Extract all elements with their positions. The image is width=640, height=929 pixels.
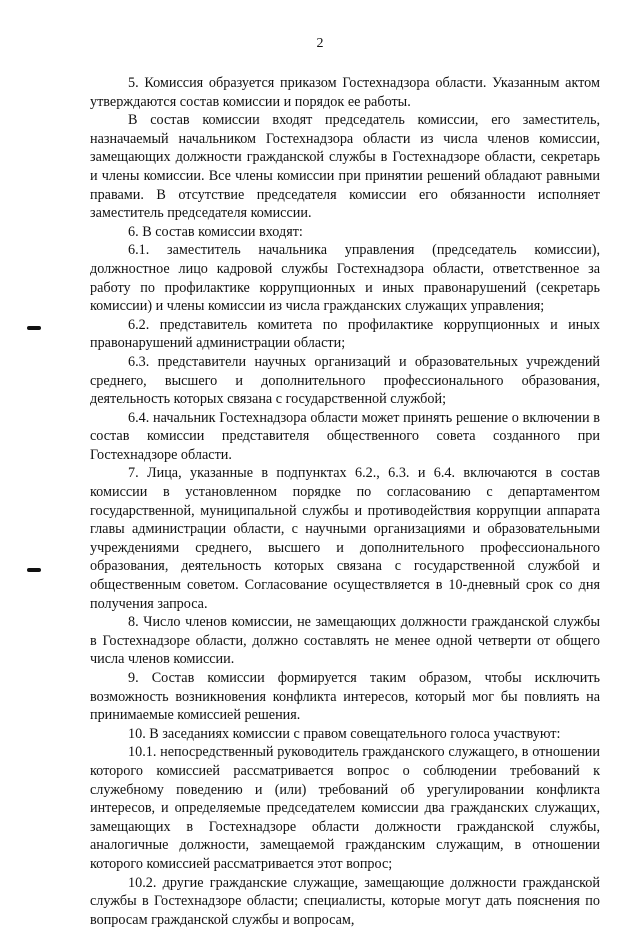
paragraph: 5. Комиссия образуется приказом Гостехнадзора области. Указанным актом утверждаются состав комиссии и порядок ее работы. — [90, 75, 600, 110]
hole-punch-mark — [27, 326, 41, 330]
paragraph: 6. В состав комиссии входят: — [128, 223, 303, 240]
paragraph: 6.3. представители научных организаций и образовательных учреждений среднего, высшего и дополнительного профессионального образования, деятельность которых связана с государственной службой; — [90, 353, 600, 408]
paragraph: 9. Состав комиссии формируется таким образом, чтобы исключить возможность возникновения конфликта интересов, который мог бы повлиять на принимаемые комиссией решения. — [90, 670, 600, 724]
paragraph: 10.2. другие гражданские служащие, замещающие должности гражданской службы в Гостехнадзоре области; специалисты, которые могут дать пояснения по вопросам гражданской службы и вопросам, — [90, 874, 600, 928]
paragraph: 8. Число членов комиссии, не замещающих должности гражданской службы в Гостехнадзоре области, должно составлять не менее одной четверти от общего числа членов комиссии. — [90, 614, 600, 668]
paragraph: 6.4. начальник Гостехнадзора области может принять решение о включении в состав комиссии представителя общественного совета созданного при Гостехнадзоре области. — [90, 409, 600, 463]
paragraph: В состав комиссии входят председатель комиссии, его заместитель, назначаемый начальником Гостехнадзора области из числа членов комиссии, замещающих должности гражданской службы в Гостехнадзоре области, секретарь и члены комиссии. Все члены комиссии при принятии решений обладают равными правами. В отсутствие председателя комиссии его обязанности исполняет заместитель председателя комиссии. — [90, 112, 600, 222]
paragraph: 7. Лица, указанные в подпунктах 6.2., 6.3. и 6.4. включаются в состав комиссии в установленном порядке по согласованию с департаментом государственной, муниципальной службы и противодействия коррупции аппарата главы администрации области, с научными организациями и образовательными учреждениями среднего, высшего и дополнительного профессионального образования, деятельность которых связана с государственной службой и общественным советом. Согласование осуществляется в 10-дневный срок со дня получения запроса. — [90, 465, 600, 612]
paragraph: 6.1. заместитель начальника управления (председатель комиссии), должностное лицо кадровой службы Гостехнадзора области, ответственное за работу по профилактике коррупционных и иных правонарушений (секретарь комиссии) и члены комиссии из числа гражданских служащих управления; — [90, 242, 600, 315]
page-number: 2 — [316, 36, 324, 51]
paragraph: 6.2. представитель комитета по профилактике коррупционных и иных правонарушений администрации области; — [90, 316, 600, 352]
hole-punch-mark — [27, 568, 41, 572]
paragraph: 10.1. непосредственный руководитель гражданского служащего, в отношении которого комиссией рассматривается вопрос о соблюдении требований к служебному поведению и (или) требований об урегулировании конфликта интересов, и определяемые председателем комиссии два гражданских служащих, замещающих в Гостехнадзоре области должности гражданской службы, аналогичные должности, замещаемой гражданским служащим, в отношении которого комиссией рассматривается этот вопрос; — [90, 744, 600, 872]
document-body — [90, 74, 600, 929]
paragraph: 10. В заседаниях комиссии с правом совещательного голоса участвуют: — [128, 725, 561, 742]
